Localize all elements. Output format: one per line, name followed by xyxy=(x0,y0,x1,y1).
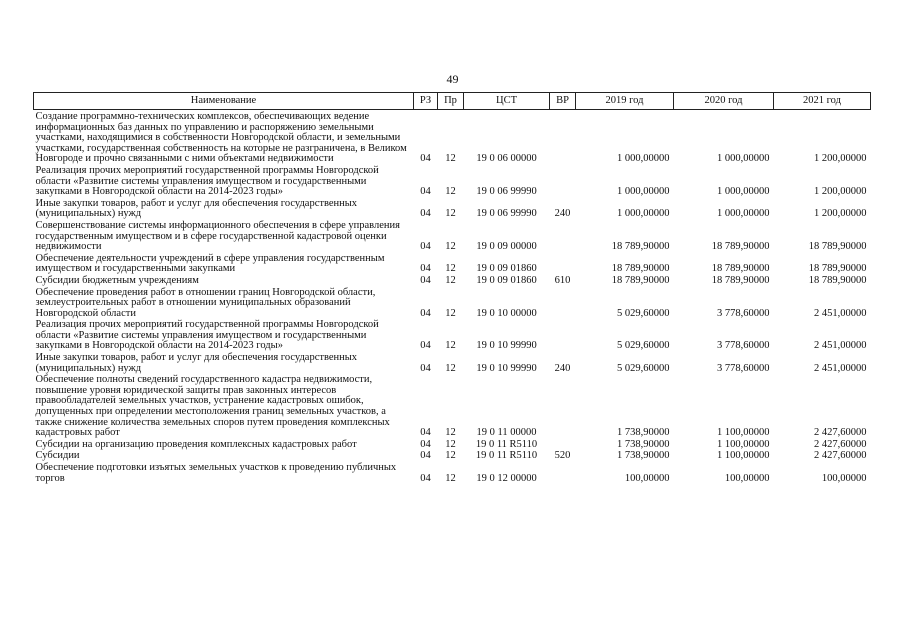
table-row xyxy=(34,320,871,353)
cell-pr: 12 xyxy=(445,274,456,286)
table-row xyxy=(34,375,871,440)
budget-table xyxy=(33,92,871,485)
cell-rz: 04 xyxy=(420,427,431,439)
header-2019: 2019 год xyxy=(576,93,674,110)
cell-vr: 520 xyxy=(554,450,571,462)
cell-rz: 04 xyxy=(420,274,431,286)
cell-pr: 12 xyxy=(445,241,456,253)
cell-2020: 1 100,00000 xyxy=(717,450,770,462)
table-row xyxy=(34,110,871,166)
cell-2021: 2 427,60000 xyxy=(814,450,867,462)
cell-vr xyxy=(550,320,576,353)
cell-2019: 1 000,00000 xyxy=(617,186,670,198)
cell-cst: 19 0 11 R5110 xyxy=(475,438,538,450)
table-row xyxy=(34,166,871,199)
cell-2019: 1 738,90000 xyxy=(617,450,670,462)
cell-2020: 1 000,00000 xyxy=(717,208,770,220)
cell-rz: 04 xyxy=(420,438,431,450)
page-number: 49 xyxy=(446,72,459,86)
cell-cst: 19 0 10 00000 xyxy=(476,307,537,319)
cell-2021: 2 451,00000 xyxy=(814,362,867,374)
cell-2021: 2 451,00000 xyxy=(814,307,867,319)
header-pr: Пр xyxy=(438,93,464,110)
cell-cst: 19 0 06 99990 xyxy=(476,208,537,220)
cell-pr: 12 xyxy=(445,427,456,439)
cell-name: Иные закупки товаров, работ и услуг для обеспечения государственных (муниципальных) нужд xyxy=(35,197,358,220)
cell-2021: 1 200,00000 xyxy=(814,153,867,165)
cell-cst: 19 0 06 00000 xyxy=(476,153,537,165)
header-cst: ЦСТ xyxy=(464,93,550,110)
cell-2020: 1 000,00000 xyxy=(717,186,770,198)
cell-vr xyxy=(550,110,576,166)
header-rz: РЗ xyxy=(414,93,438,110)
cell-2020: 18 789,90000 xyxy=(711,274,770,286)
cell-name: Субсидии xyxy=(35,450,80,462)
table-row xyxy=(34,254,871,276)
cell-name: Субсидии бюджетным учреждениям xyxy=(35,274,199,286)
cell-rz: 04 xyxy=(420,186,431,198)
cell-pr: 12 xyxy=(445,450,456,462)
cell-2019: 5 029,60000 xyxy=(617,340,670,352)
cell-2020: 3 778,60000 xyxy=(717,362,770,374)
cell-pr: 12 xyxy=(445,153,456,165)
cell-rz: 04 xyxy=(420,362,431,374)
cell-2019: 100,00000 xyxy=(624,472,670,484)
cell-vr xyxy=(550,166,576,199)
cell-2020: 1 000,00000 xyxy=(717,153,770,165)
cell-2021: 100,00000 xyxy=(821,472,867,484)
cell-2021: 1 200,00000 xyxy=(814,208,867,220)
header-name: Наименование xyxy=(34,93,414,110)
cell-rz: 04 xyxy=(420,263,431,275)
cell-name: Обеспечение деятельности учреждений в сфере управления государственным имуществом и государственными закупками xyxy=(35,252,385,275)
cell-vr xyxy=(550,288,576,321)
cell-vr: 240 xyxy=(554,362,571,374)
cell-vr: 610 xyxy=(554,274,571,286)
cell-pr: 12 xyxy=(445,340,456,352)
cell-2021: 2 451,00000 xyxy=(814,340,867,352)
cell-2021: 1 200,00000 xyxy=(814,186,867,198)
cell-name: Совершенствование системы информационного обеспечения в сфере управления государственным имуществом и в сфере государственной кадастровой оценки недвижимости xyxy=(35,219,400,253)
cell-vr xyxy=(550,221,576,254)
cell-rz: 04 xyxy=(420,153,431,165)
cell-name: Обеспечение полноты сведений государственного кадастра недвижимости, повышение уровня юридической защиты прав законных интересов правообладателей земельных участков, устранение кадастровых ошибок, допущенных при определении местоположения границ земельных участков, а также снижение количества земельных споров путем проведения комплексных кадастровых работ xyxy=(35,374,390,439)
cell-cst: 19 0 11 00000 xyxy=(476,427,537,439)
cell-rz: 04 xyxy=(420,472,431,484)
cell-pr: 12 xyxy=(445,307,456,319)
header-2020: 2020 год xyxy=(674,93,774,110)
cell-2019: 1 000,00000 xyxy=(617,153,670,165)
table-row xyxy=(34,288,871,321)
cell-2020: 18 789,90000 xyxy=(711,263,770,275)
cell-2019: 1 738,90000 xyxy=(617,427,670,439)
cell-pr: 12 xyxy=(445,263,456,275)
table-row xyxy=(34,463,871,485)
cell-2019: 5 029,60000 xyxy=(617,362,670,374)
cell-2021: 18 789,90000 xyxy=(808,241,867,253)
cell-cst: 19 0 11 R5110 xyxy=(475,450,538,462)
cell-2021: 18 789,90000 xyxy=(808,274,867,286)
header-2021: 2021 год xyxy=(774,93,871,110)
cell-name: Создание программно-технических комплексов, обеспечивающих ведение информационных баз данных по управлению и распоряжению земельными участками, находящимися в собственности Новгородской области, и земельными участками, государственная собственность на которые не разграничена, в Великом Новгороде и прочно связанными с ними объектами недвижимости xyxy=(35,111,407,165)
cell-cst: 19 0 09 00000 xyxy=(476,241,537,253)
cell-2020: 1 100,00000 xyxy=(717,438,770,450)
cell-name: Иные закупки товаров, работ и услуг для обеспечения государственных (муниципальных) нужд xyxy=(35,352,358,374)
cell-cst: 19 0 10 99990 xyxy=(476,362,537,374)
cell-cst: 19 0 09 01860 xyxy=(476,263,537,275)
cell-cst: 19 0 06 99990 xyxy=(476,186,537,198)
cell-cst: 19 0 09 01860 xyxy=(476,274,537,286)
cell-vr xyxy=(550,463,576,485)
table-header-row xyxy=(34,93,871,110)
cell-2021: 2 427,60000 xyxy=(814,438,867,450)
cell-vr xyxy=(550,375,576,440)
cell-2019: 1 000,00000 xyxy=(617,208,670,220)
cell-rz: 04 xyxy=(420,450,431,462)
cell-2019: 18 789,90000 xyxy=(611,241,670,253)
cell-name: Обеспечение проведения работ в отношении границ Новгородской области, землеустроительных работ в отношении муниципальных образований Новгородской области xyxy=(35,286,376,319)
cell-vr: 240 xyxy=(554,208,571,220)
cell-2019: 1 738,90000 xyxy=(617,438,670,450)
cell-rz: 04 xyxy=(420,340,431,352)
cell-name: Обеспечение подготовки изъятых земельных участков к проведению публичных торгов xyxy=(35,462,397,484)
cell-rz: 04 xyxy=(420,307,431,319)
cell-2019: 5 029,60000 xyxy=(617,307,670,319)
cell-pr: 12 xyxy=(445,362,456,374)
cell-2020: 3 778,60000 xyxy=(717,307,770,319)
cell-vr xyxy=(550,254,576,276)
cell-2019: 18 789,90000 xyxy=(611,274,670,286)
cell-name: Реализация прочих мероприятий государственной программы Новгородской области «Развитие системы управления имуществом и государственными закупками в Новгородской области на 2014-2023 годы» xyxy=(35,164,379,198)
cell-name: Реализация прочих мероприятий государственной программы Новгородской области «Развитие системы управления имуществом и государственными закупками в Новгородской области на 2014-2023 годы» xyxy=(35,319,379,352)
cell-cst: 19 0 12 00000 xyxy=(476,472,537,484)
cell-pr: 12 xyxy=(445,208,456,220)
cell-pr: 12 xyxy=(445,438,456,450)
cell-2020: 1 100,00000 xyxy=(717,427,770,439)
cell-cst: 19 0 10 99990 xyxy=(476,340,537,352)
cell-2021: 2 427,60000 xyxy=(814,427,867,439)
cell-2021: 18 789,90000 xyxy=(808,263,867,275)
header-vr: ВР xyxy=(550,93,576,110)
table-row xyxy=(34,276,871,288)
table-row xyxy=(34,353,871,375)
cell-2019: 18 789,90000 xyxy=(611,263,670,275)
cell-rz: 04 xyxy=(420,241,431,253)
cell-rz: 04 xyxy=(420,208,431,220)
cell-name: Субсидии на организацию проведения комплексных кадастровых работ xyxy=(35,438,357,450)
table-row xyxy=(34,199,871,221)
cell-2020: 3 778,60000 xyxy=(717,340,770,352)
table-row xyxy=(34,221,871,254)
cell-pr: 12 xyxy=(445,472,456,484)
cell-pr: 12 xyxy=(445,186,456,198)
cell-2020: 100,00000 xyxy=(724,472,770,484)
cell-2020: 18 789,90000 xyxy=(711,241,770,253)
table-body xyxy=(34,110,871,486)
